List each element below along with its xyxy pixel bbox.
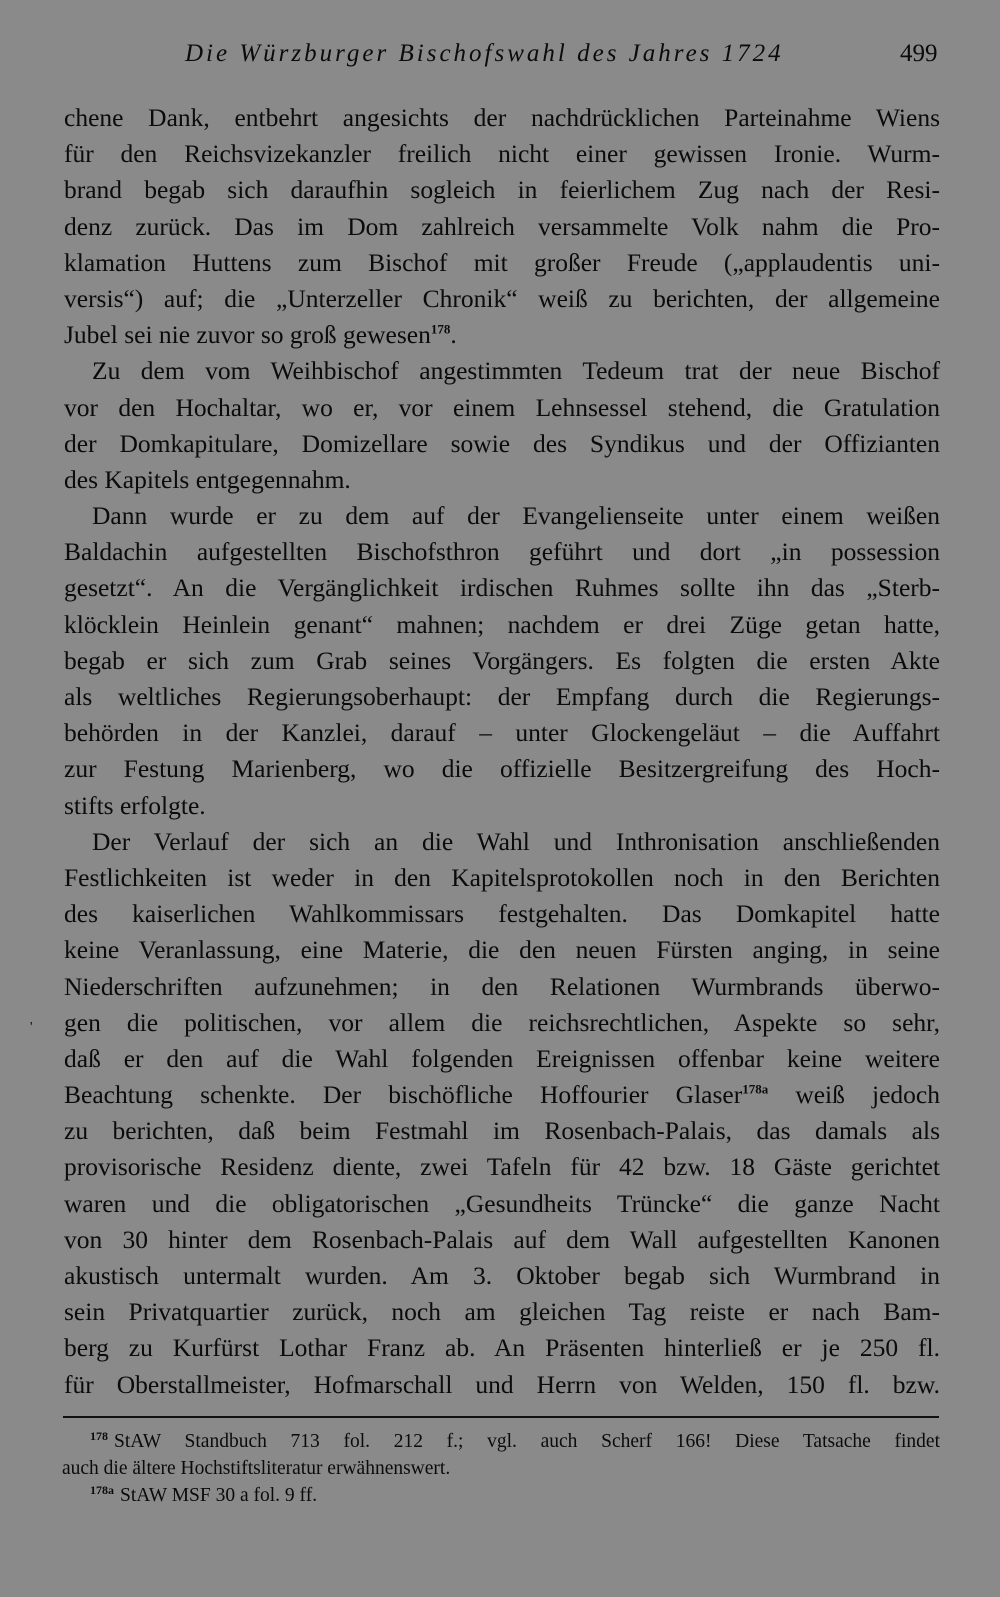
- text-line: [64, 969, 940, 1005]
- footnote-178a-text: StAW MSF 30 a fol. 9 ff.: [120, 1485, 318, 1506]
- footnotes: [62, 1428, 940, 1509]
- text-line: [64, 317, 940, 353]
- text-line: [64, 534, 940, 570]
- text-line-content: daß er den auf die Wahl folgenden Ereignissen offenbar keine weitere: [64, 1043, 940, 1073]
- text-line: [64, 788, 940, 824]
- margin-mark: ': [30, 1020, 33, 1035]
- text-line-content: klöcklein Heinlein genant“ mahnen; nachdem er drei Züge getan hatte,: [64, 609, 940, 639]
- text-line: [64, 1041, 940, 1077]
- text-line-content: chene Dank, entbehrt angesichts der nachdrücklichen Parteinahme Wiens: [64, 103, 940, 132]
- footnote-178-text: StAW Standbuch 713 fol. 212 f.; vgl. auch Scherf 166! Diese Tatsache findet: [114, 1431, 940, 1452]
- text-line-content: der Domkapitulare, Domizellare sowie des Syndikus und der Offizianten: [64, 428, 940, 458]
- text-line-content: akustisch untermalt wurden. Am 3. Oktober begab sich Wurmbrand in: [64, 1261, 940, 1290]
- text-line-content: Zu dem vom Weihbischof angestimmten Tedeum trat der neue Bischof: [92, 356, 940, 386]
- text-line: [64, 462, 940, 498]
- text-line: [64, 1077, 940, 1113]
- text-line: [64, 1258, 940, 1294]
- page-number: 499: [900, 40, 938, 67]
- text-line-content: vor den Hochaltar, wo er, vor einem Lehnsessel stehend, die Gratulation: [64, 392, 940, 422]
- text-line: [64, 1294, 940, 1330]
- text-line: [64, 1330, 940, 1366]
- text-line: [64, 1222, 940, 1258]
- text-line-content: von 30 hinter dem Rosenbach-Palais auf dem Wall aufgestellten Kanonen: [64, 1224, 940, 1254]
- text-line: [64, 172, 940, 208]
- text-line: [64, 860, 940, 896]
- text-line-content: zur Festung Marienberg, wo die offizielle Besitzergreifung des Hoch-: [64, 754, 940, 784]
- text-line-content: keine Veranlassung, eine Materie, die den neuen Fürsten anging, in seine: [64, 935, 940, 965]
- text-line-content: versis“) auf; die „Unterzeller Chronik“ weiß zu berichten, der allgemeine: [64, 283, 940, 313]
- text-line-content: Baldachin aufgestellten Bischofsthron geführt und dort „in possession: [64, 537, 940, 567]
- text-line-content: waren und die obligatorischen „Gesundheits Trüncke“ die ganze Nacht: [64, 1188, 940, 1218]
- text-line: [64, 1149, 940, 1185]
- text-line-content: provisorische Residenz diente, zwei Tafeln für 42 bzw. 18 Gäste gerichtet: [64, 1152, 940, 1182]
- text-line: [64, 390, 940, 426]
- text-line-content: für Oberstallmeister, Hofmarschall und Herrn von Welden, 150 fl. bzw.: [64, 1369, 940, 1399]
- footnote-178a-mark: 178a: [90, 1482, 114, 1497]
- footnote-178a-line: [62, 1482, 940, 1509]
- text-line: [64, 824, 940, 860]
- footnote-178-line-1: [62, 1428, 940, 1455]
- body-text: [64, 100, 940, 1403]
- text-line-content: des Kapitels entgegennahm.: [64, 464, 351, 494]
- text-line: [64, 1113, 940, 1149]
- text-line-content: des kaiserlichen Wahlkommissars festgehalten. Das Domkapitel hatte: [64, 899, 940, 929]
- text-line: [64, 1367, 940, 1403]
- text-line-content: für den Reichsvizekanzler freilich nicht einer gewissen Ironie. Wurm-: [64, 139, 940, 169]
- text-line-content: Festlichkeiten ist weder in den Kapitelsprotokollen noch in den Berichten: [64, 862, 940, 892]
- text-line-content: als weltliches Regierungsoberhaupt: der Empfang durch die Regierungs-: [64, 682, 940, 711]
- text-line: [64, 245, 940, 281]
- text-line: [64, 281, 940, 317]
- text-line-content: Jubel sei nie zuvor so groß gewesen: [64, 320, 431, 350]
- text-line: [64, 607, 940, 643]
- text-line: [64, 679, 940, 715]
- text-line-content: brand begab sich daraufhin sogleich in feierlichem Zug nach der Resi-: [64, 175, 940, 205]
- text-line: [64, 715, 940, 751]
- running-title: Die Würzburger Bischofswahl des Jahres 1724: [185, 40, 784, 67]
- text-line-content: stifts erfolgte.: [64, 790, 206, 820]
- text-line-content: Niederschriften aufzunehmen; in den Relationen Wurmbrands überwo-: [64, 971, 940, 1001]
- text-line: [64, 426, 940, 462]
- text-line-content: gesetzt“. An die Vergänglichkeit irdischen Ruhmes sollte ihn das „Sterb-: [64, 573, 940, 603]
- text-line-content: denz zurück. Das im Dom zahlreich versammelte Volk nahm die Pro-: [64, 211, 940, 241]
- text-line-content: sein Privatquartier zurück, noch am gleichen Tag reiste er nach Bam-: [64, 1297, 940, 1327]
- text-line: [64, 896, 940, 932]
- text-line: [64, 136, 940, 172]
- footnote-reference: 178: [430, 321, 451, 337]
- text-line: [64, 1186, 940, 1222]
- text-line-content: Beachtung schenkte. Der bischöfliche Hoffourier Glaser: [64, 1080, 743, 1110]
- text-line-content: zu berichten, daß beim Festmahl im Rosenbach-Palais, das damals als: [64, 1116, 940, 1146]
- text-line-content: begab er sich zum Grab seines Vorgängers. Es folgten die ersten Akte: [64, 645, 940, 675]
- footnote-178-line-2: auch die ältere Hochstiftsliteratur erwähnenswert.: [62, 1458, 451, 1479]
- text-line: [64, 643, 940, 679]
- text-line: [64, 100, 940, 136]
- footnote-reference: 178a: [742, 1081, 769, 1097]
- text-line: [64, 751, 940, 787]
- text-line: [64, 209, 940, 245]
- text-line: [64, 353, 940, 389]
- text-line-content: klamation Huttens zum Bischof mit großer Freude („applaudentis uni-: [64, 247, 940, 277]
- text-line-content: Dann wurde er zu dem auf der Evangelienseite unter einem weißen: [92, 501, 940, 531]
- text-line: [64, 932, 940, 968]
- text-line: [64, 570, 940, 606]
- text-line-content: berg zu Kurfürst Lothar Franz ab. An Präsenten hinterließ er je 250 fl.: [64, 1333, 940, 1363]
- text-line-tail: .: [450, 320, 457, 350]
- text-line-content: gen die politischen, vor allem die reichsrechtlichen, Aspekte so sehr,: [64, 1007, 940, 1037]
- page-header: [0, 40, 1000, 76]
- footnote-178-mark: 178: [90, 1428, 108, 1443]
- text-line-content: behörden in der Kanzlei, darauf – unter Glockengeläut – die Auffahrt: [64, 718, 940, 748]
- text-line: [64, 498, 940, 534]
- text-line: [64, 1005, 940, 1041]
- footnote-rule: [63, 1416, 939, 1418]
- text-line-content: Der Verlauf der sich an die Wahl und Inthronisation anschließenden: [92, 826, 940, 856]
- text-line-tail: weiß jedoch: [768, 1080, 940, 1110]
